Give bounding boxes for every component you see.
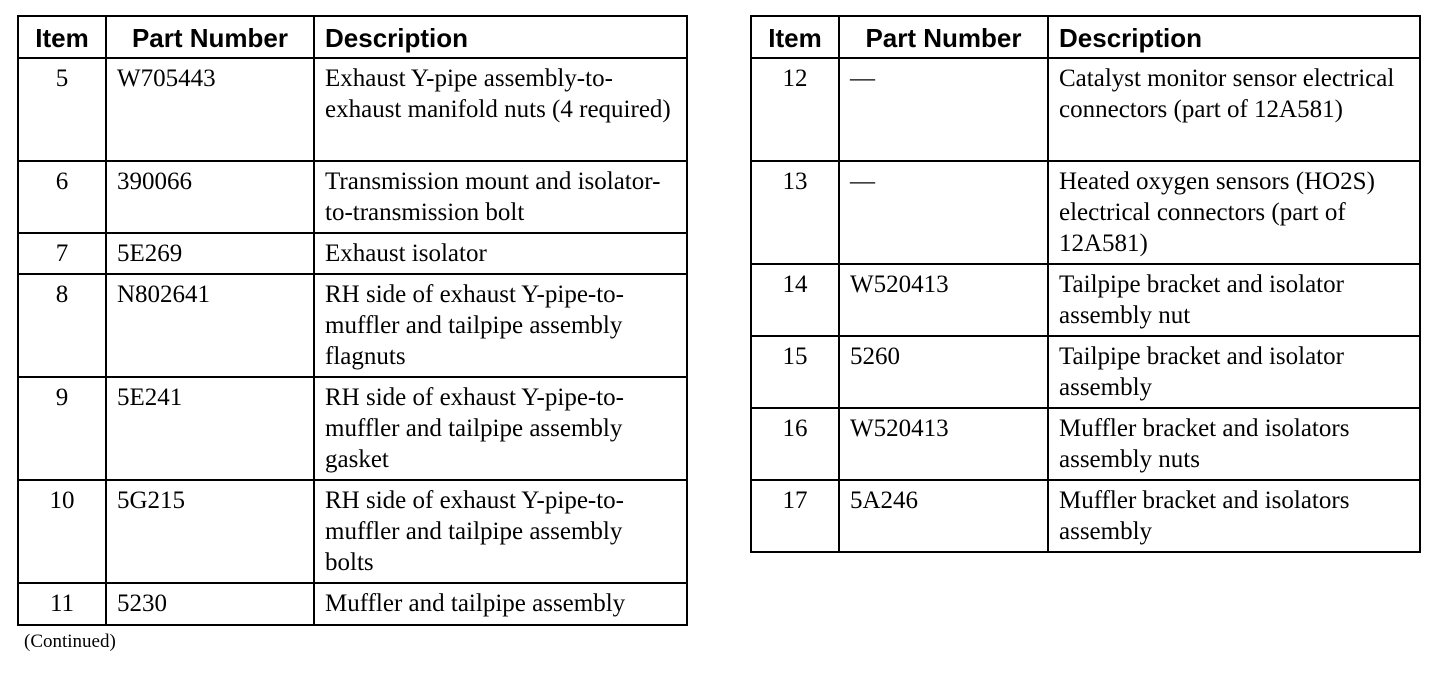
item-cell: 17 bbox=[751, 480, 839, 552]
item-cell: 14 bbox=[751, 264, 839, 336]
description-column-header: Description bbox=[1048, 16, 1420, 58]
part-number-cell: 390066 bbox=[106, 161, 314, 233]
table-row bbox=[18, 233, 687, 274]
part-number-cell: 5G215 bbox=[106, 480, 314, 583]
description-column-header: Description bbox=[314, 16, 687, 58]
parts-table-left bbox=[17, 15, 688, 626]
item-cell: 12 bbox=[751, 58, 839, 161]
table-row bbox=[751, 408, 1420, 480]
table-row bbox=[18, 583, 687, 625]
table-row bbox=[751, 480, 1420, 552]
continued-note: (Continued) bbox=[24, 631, 116, 652]
item-cell: 8 bbox=[18, 274, 106, 377]
item-column-header: Item bbox=[18, 16, 106, 58]
description-cell: Tailpipe bracket and isolator assembly bbox=[1048, 336, 1420, 408]
description-cell: Muffler bracket and isolators assembly bbox=[1048, 480, 1420, 552]
item-cell: 13 bbox=[751, 161, 839, 264]
table-header-row bbox=[751, 16, 1420, 58]
part-number-column-header: Part Number bbox=[106, 16, 314, 58]
table-header-row bbox=[18, 16, 687, 58]
part-number-cell: 5A246 bbox=[839, 480, 1048, 552]
part-number-cell: — bbox=[839, 161, 1048, 264]
table-row bbox=[18, 161, 687, 233]
description-cell: Exhaust Y-pipe assembly-to-exhaust manifold nuts (4 required) bbox=[314, 58, 687, 161]
item-cell: 5 bbox=[18, 58, 106, 161]
part-number-column-header: Part Number bbox=[839, 16, 1048, 58]
item-column-header: Item bbox=[751, 16, 839, 58]
table-row bbox=[751, 58, 1420, 161]
table-row bbox=[18, 274, 687, 377]
item-cell: 7 bbox=[18, 233, 106, 274]
description-cell: Muffler and tailpipe assembly bbox=[314, 583, 687, 625]
part-number-cell: 5E269 bbox=[106, 233, 314, 274]
part-number-cell: W520413 bbox=[839, 408, 1048, 480]
table-row bbox=[751, 161, 1420, 264]
table-row bbox=[18, 480, 687, 583]
part-number-cell: N802641 bbox=[106, 274, 314, 377]
description-cell: Muffler bracket and isolators assembly nuts bbox=[1048, 408, 1420, 480]
parts-table-right bbox=[750, 15, 1421, 553]
description-cell: RH side of exhaust Y-pipe-to-muffler and tailpipe assembly flagnuts bbox=[314, 274, 687, 377]
item-cell: 11 bbox=[18, 583, 106, 625]
table-row bbox=[18, 377, 687, 480]
item-cell: 10 bbox=[18, 480, 106, 583]
part-number-cell: 5260 bbox=[839, 336, 1048, 408]
description-cell: Heated oxygen sensors (HO2S) electrical connectors (part of 12A581) bbox=[1048, 161, 1420, 264]
description-cell: RH side of exhaust Y-pipe-to-muffler and tailpipe assembly bolts bbox=[314, 480, 687, 583]
part-number-cell: 5E241 bbox=[106, 377, 314, 480]
table-row bbox=[18, 58, 687, 161]
description-cell: RH side of exhaust Y-pipe-to-muffler and tailpipe assembly gasket bbox=[314, 377, 687, 480]
part-number-cell: 5230 bbox=[106, 583, 314, 625]
item-cell: 6 bbox=[18, 161, 106, 233]
item-cell: 9 bbox=[18, 377, 106, 480]
item-cell: 15 bbox=[751, 336, 839, 408]
description-cell: Exhaust isolator bbox=[314, 233, 687, 274]
description-cell: Catalyst monitor sensor electrical connectors (part of 12A581) bbox=[1048, 58, 1420, 161]
description-cell: Tailpipe bracket and isolator assembly nut bbox=[1048, 264, 1420, 336]
part-number-cell: W520413 bbox=[839, 264, 1048, 336]
table-row bbox=[751, 264, 1420, 336]
item-cell: 16 bbox=[751, 408, 839, 480]
part-number-cell: — bbox=[839, 58, 1048, 161]
description-cell: Transmission mount and isolator-to-transmission bolt bbox=[314, 161, 687, 233]
table-row bbox=[751, 336, 1420, 408]
part-number-cell: W705443 bbox=[106, 58, 314, 161]
